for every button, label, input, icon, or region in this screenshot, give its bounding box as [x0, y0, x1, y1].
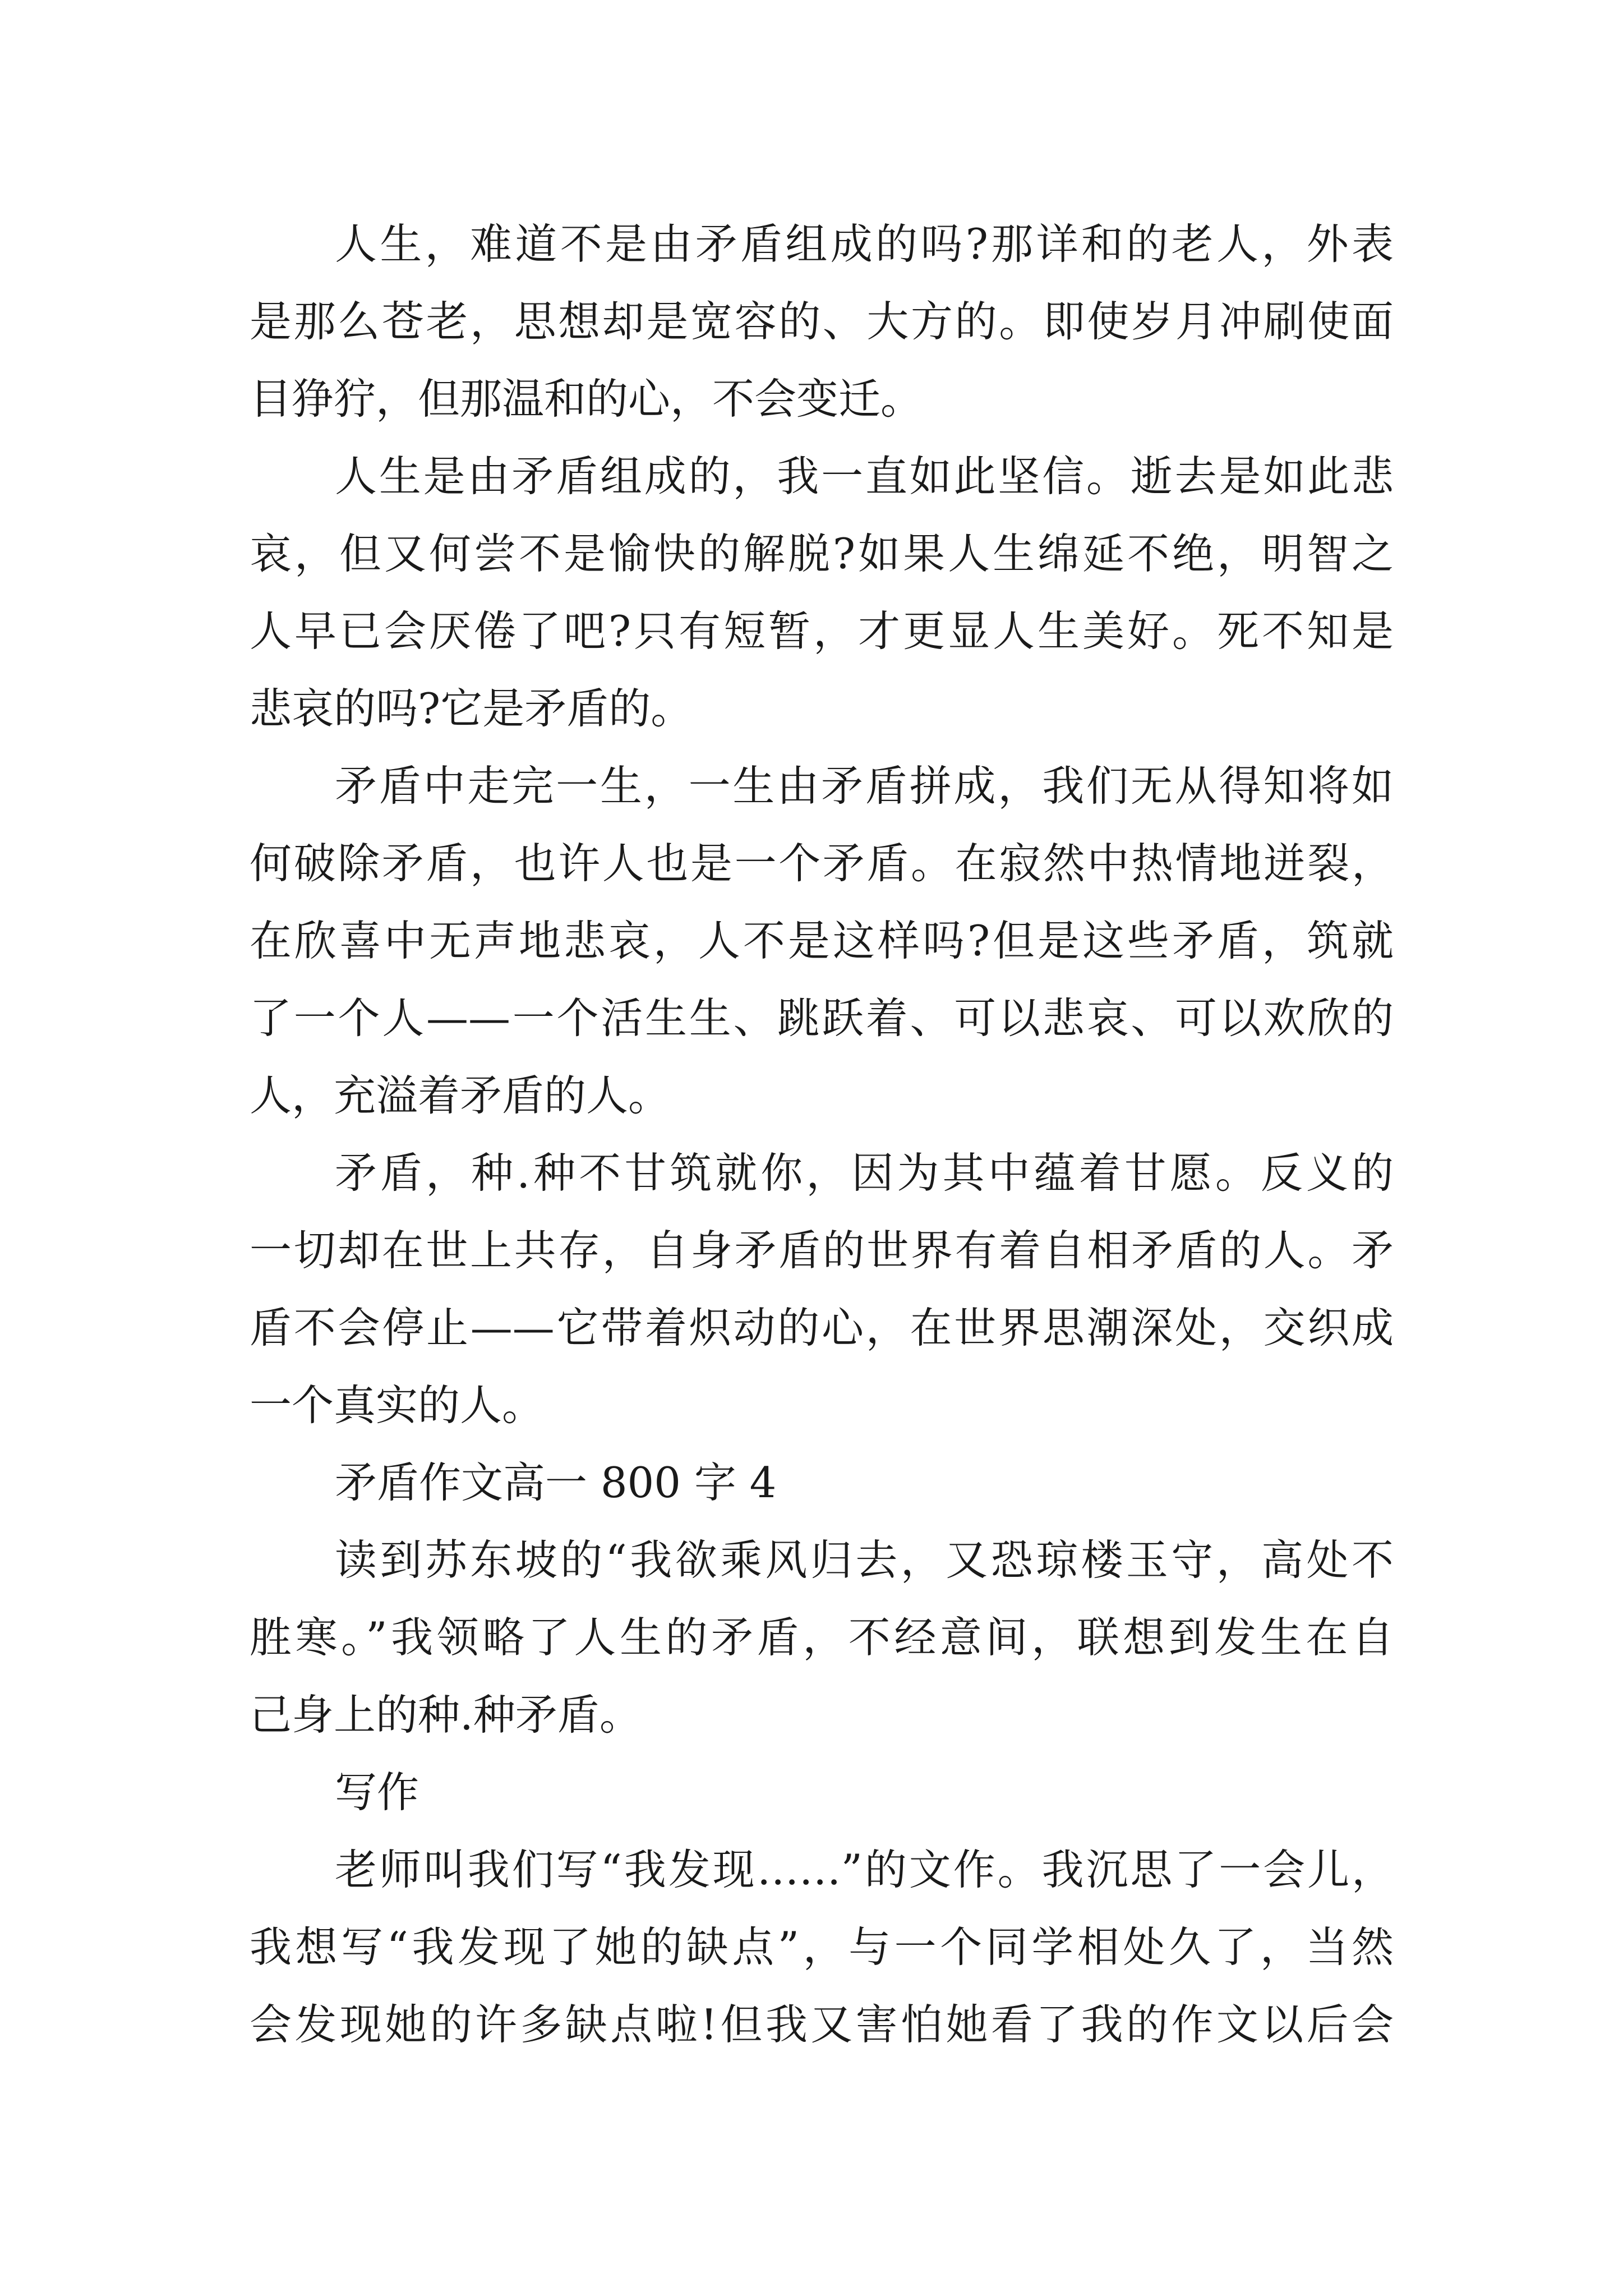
text-line: 一切却在世上共存，自身矛盾的世界有着自相矛盾的人。矛 [250, 1226, 1394, 1275]
text-line: 我想写“我发现了她的缺点”，与一个同学相处久了，当然 [250, 1922, 1394, 1972]
text-line: 一个真实的人。 [250, 1381, 545, 1430]
text-line: 胜寒。”我领略了人生的矛盾，不经意间，联想到发生在自 [250, 1613, 1394, 1662]
text-line: 何破除矛盾，也许人也是一个矛盾。在寂然中热情地迸裂， [250, 839, 1394, 888]
text-line: 盾不会停止——它带着炽动的心，在世界思潮深处，交织成 [250, 1303, 1394, 1352]
text-line: 是那么苍老，思想却是宽容的、大方的。即使岁月冲刷使面 [250, 297, 1394, 346]
text-line: 矛盾中走完一生，一生由矛盾拼成，我们无从得知将如 [335, 761, 1394, 811]
text-line: 人早已会厌倦了吧?只有短暂，才更显人生美好。死不知是 [250, 606, 1394, 656]
text-line: 矛盾，种.种不甘筑就你，因为其中蕴着甘愿。反义的 [335, 1148, 1394, 1198]
text-line: 老师叫我们写“我发现……”的文作。我沉思了一会儿， [335, 1845, 1394, 1894]
text-line: 人，充溢着矛盾的人。 [250, 1071, 671, 1120]
text-line: 哀，但又何尝不是愉快的解脱?如果人生绵延不绝，明智之 [250, 529, 1394, 578]
text-line: 目狰狞，但那温和的心，不会变迁。 [250, 374, 923, 424]
section-heading: 矛盾作文高一 800 字 4 [335, 1458, 777, 1507]
text-line: 人生是由矛盾组成的，我一直如此坚信。逝去是如此悲 [335, 452, 1394, 501]
text-line: 己身上的种.种矛盾。 [250, 1690, 642, 1740]
text-line: 读到苏东坡的“我欲乘风归去，又恐琼楼玉守，高处不 [335, 1535, 1394, 1585]
text-line: 悲哀的吗?它是矛盾的。 [250, 684, 693, 733]
text-line: 会发现她的许多缺点啦!但我又害怕她看了我的作文以后会 [250, 2000, 1394, 2049]
text-line: 人生，难道不是由矛盾组成的吗?那详和的老人，外表 [335, 219, 1394, 269]
text-line: 在欣喜中无声地悲哀，人不是这样吗?但是这些矛盾，筑就 [250, 916, 1394, 965]
subheading: 写作 [335, 1768, 419, 1817]
text-line: 了一个人——一个活生生、跳跃着、可以悲哀、可以欢欣的 [250, 993, 1394, 1043]
